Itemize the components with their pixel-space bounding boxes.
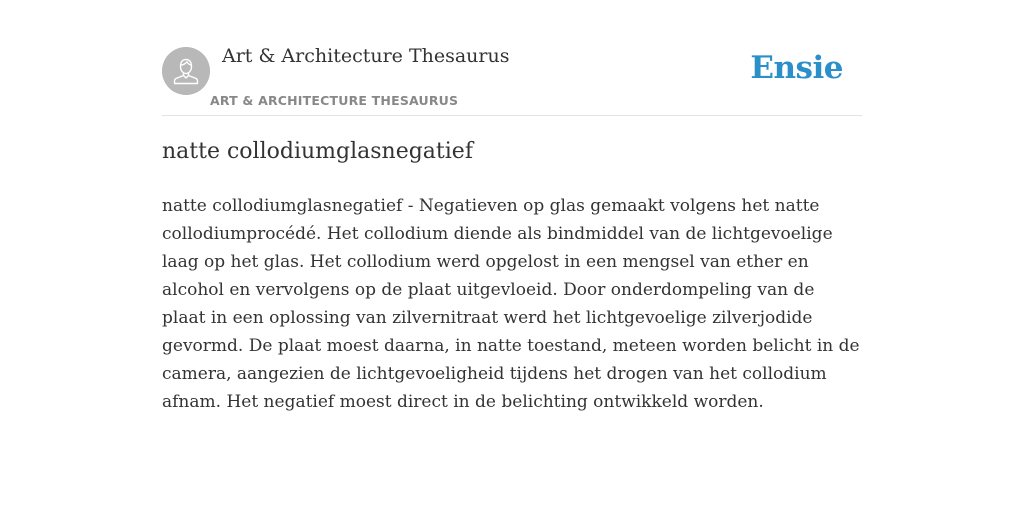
brand-logo[interactable]: Ensie bbox=[750, 50, 843, 86]
page-container bbox=[162, 0, 862, 412]
source-subtitle: ART & ARCHITECTURE THESAURUS bbox=[210, 93, 459, 108]
source-title-link[interactable]: Art & Architecture Thesaurus bbox=[222, 45, 510, 67]
user-avatar-icon[interactable] bbox=[162, 47, 210, 95]
person-outline-icon bbox=[162, 47, 210, 95]
entry-body: natte collodiumglasnegatief - Negatieven op glas gemaakt volgens het natte collodiumprocédé. Het collodium diende als bindmiddel van de lichtgevoelige laag op het glas. Het collodium werd opgelost in een mengsel van ether en alcohol en vervolgens op de plaat uitgevloeid. Door onderdompeling van de plaat in een oplossing van zilvernitraat werd het lichtgevoelige zilverjodide gevormd. De plaat moest daarna, in natte toestand, meteen worden belicht in de camera, aangezien de lichtgevoeligheid tijdens het drogen van het collodium afnam. Het negatief moest direct in de belichting ontwikkeld worden. bbox=[162, 196, 860, 412]
entry-title: natte collodiumglasnegatief bbox=[162, 139, 473, 164]
page-header bbox=[162, 0, 862, 116]
